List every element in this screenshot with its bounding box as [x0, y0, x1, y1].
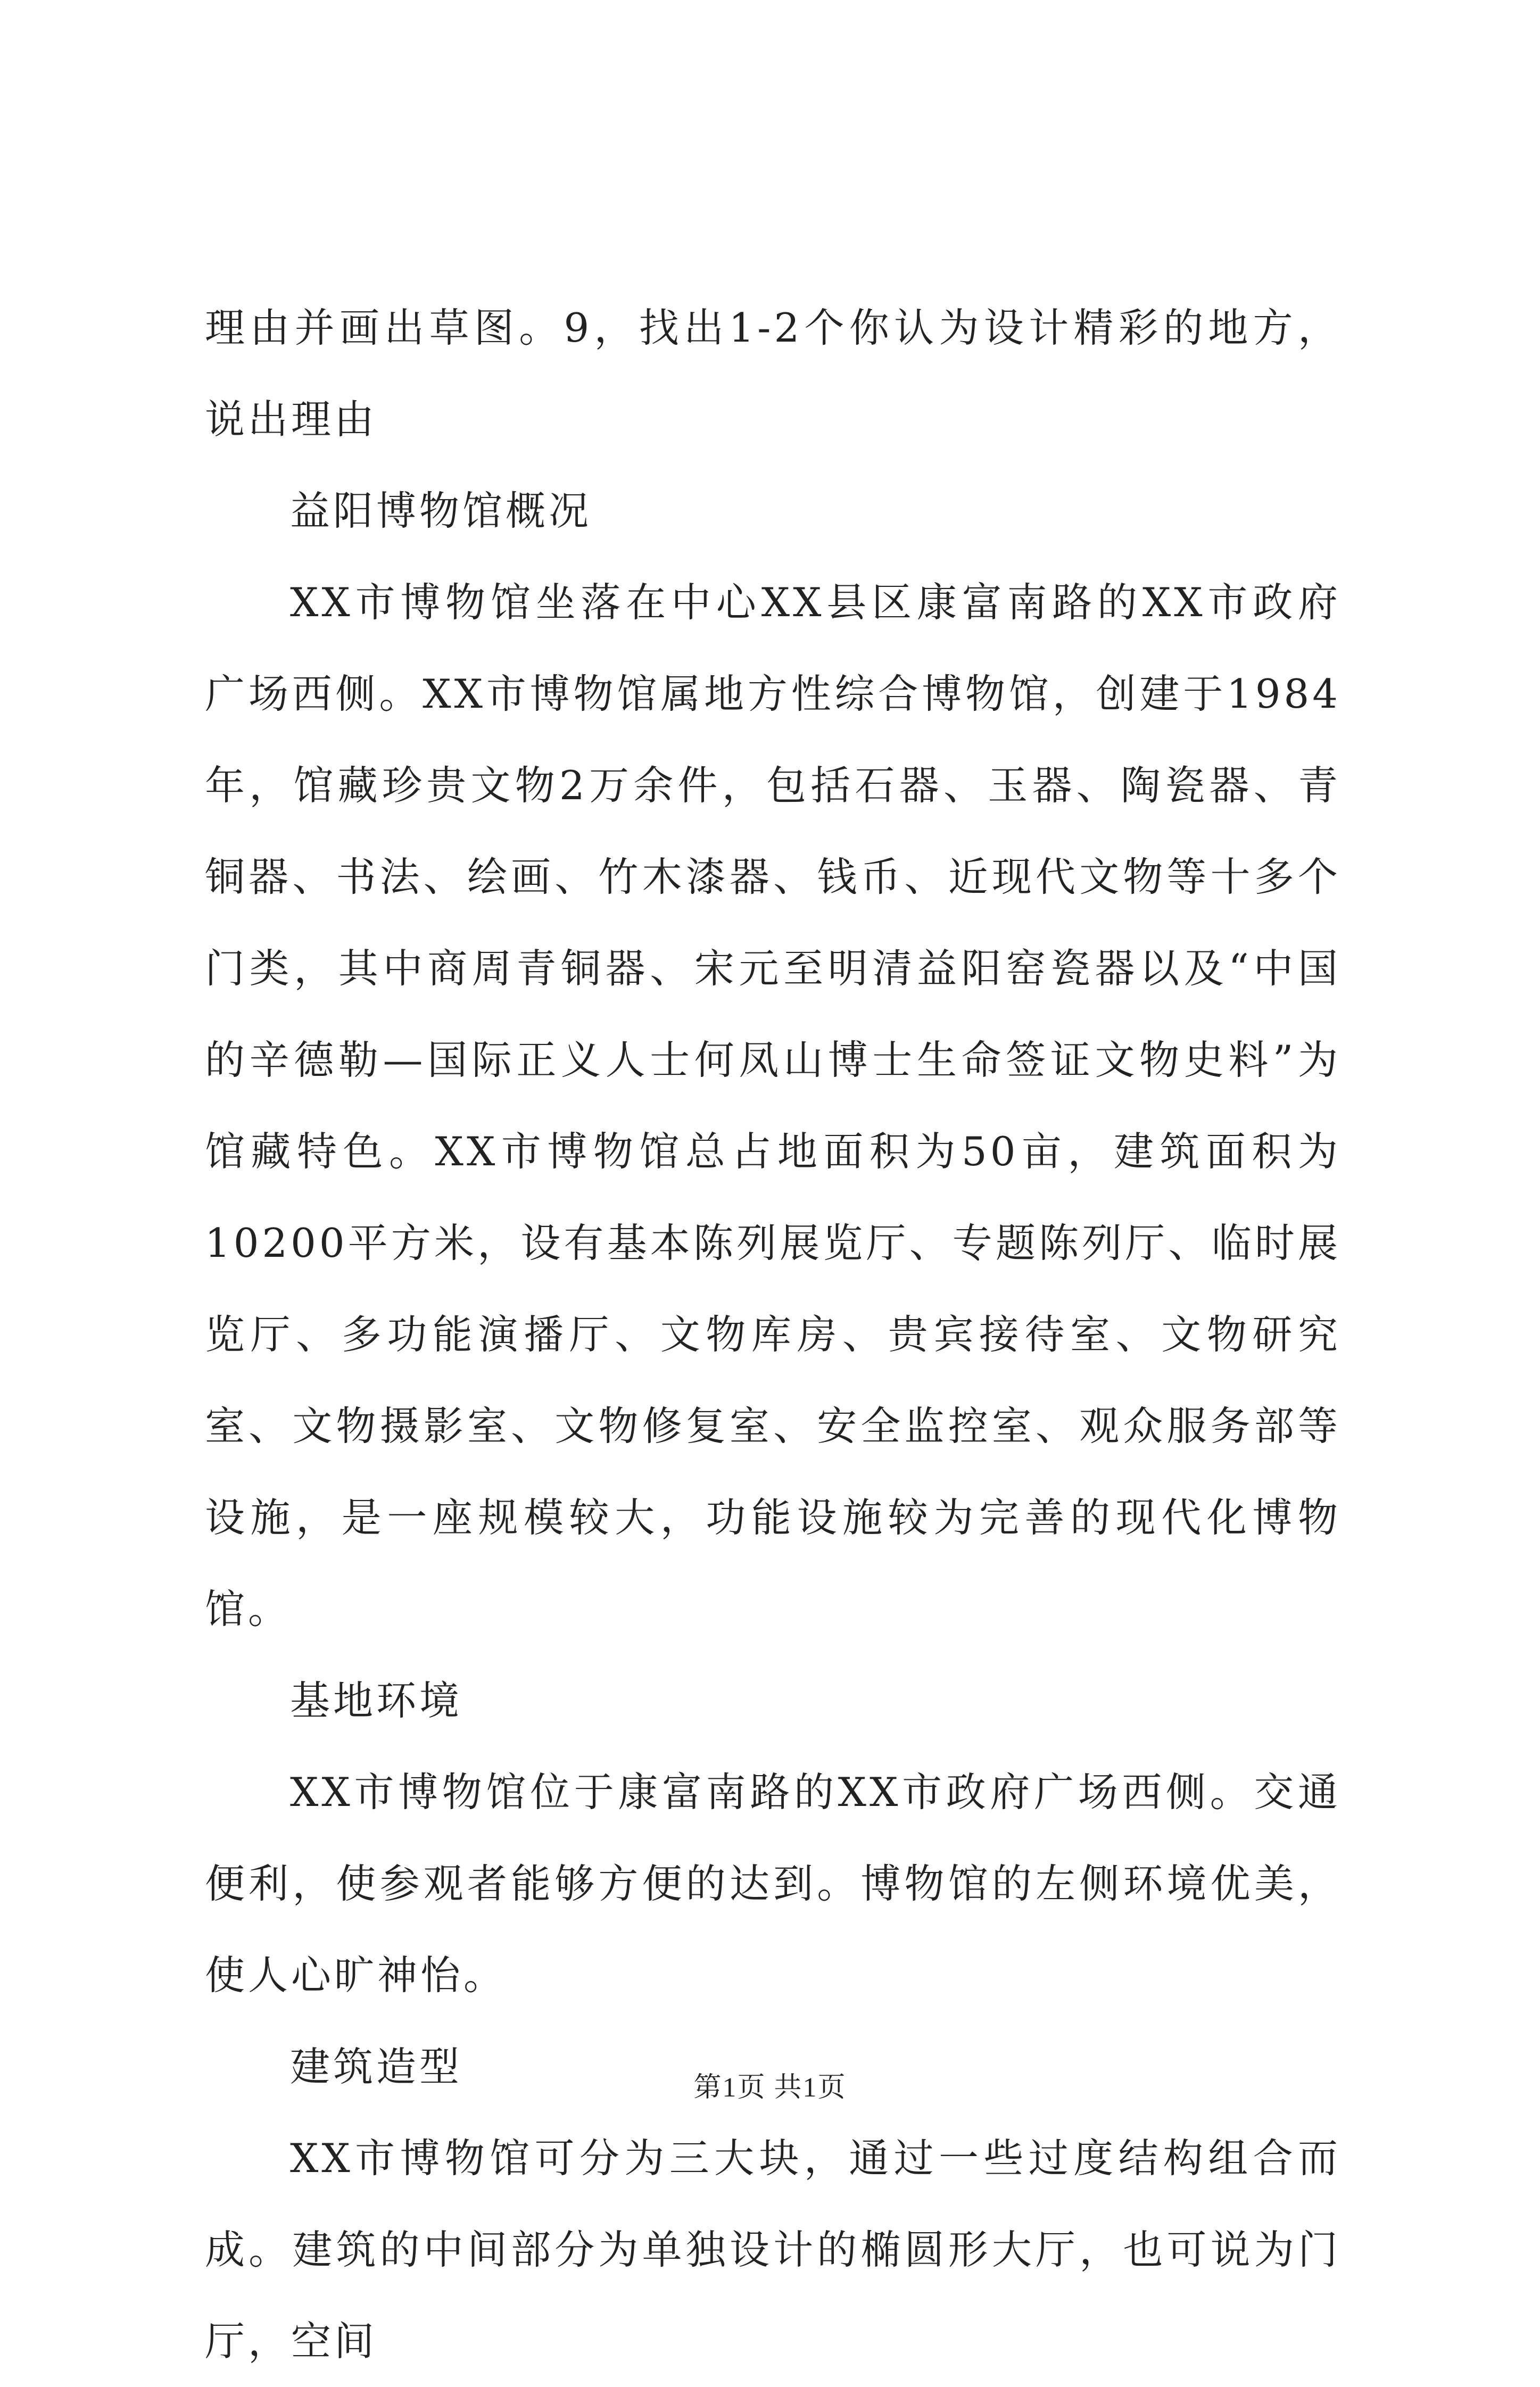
- page-footer: 第1页 共1页: [693, 2073, 847, 2103]
- paragraph-site-environment: XX市博物馆位于康富南路的XX市政府广场西侧。交通便利，使参观者能够方便的达到。博物馆的左侧环境优美，使人心旷神怡。: [205, 1769, 1341, 1999]
- paragraph-museum-overview: XX市博物馆坐落在中心XX县区康富南路的XX市政府广场西侧。XX市博物馆属地方性综合博物馆，创建于1984年，馆藏珍贵文物2万余件，包括石器、玉器、陶瓷器、青铜器、书法、绘画、竹木漆器、钱币、近现代文物等十多个门类，其中商周青铜器、宋元至明清益阳窑瓷器以及“中国的辛德勒—国际正义人士何凤山博士生命签证文物史料”为馆藏特色。XX市博物馆总占地面积为50亩，建筑面积为10200平方米，设有基本陈列展览厅、专题陈列厅、临时展览厅、多功能演播厅、文物库房、贵宾接待室、文物研究室、文物摄影室、文物修复室、安全监控室、观众服务部等设施，是一座规模较大，功能设施较为完善的现代化博物馆。: [205, 579, 1341, 1632]
- paragraph-architectural-form: XX市博物馆可分为三大块，通过一些过度结构组合而成。建筑的中间部分为单独设计的椭圆形大厅，也可说为门厅，空间: [205, 2135, 1341, 2365]
- section-heading-museum-overview: 益阳博物馆概况: [290, 487, 592, 534]
- section-heading-site-environment: 基地环境: [290, 1677, 463, 1724]
- paragraph-continued: 理由并画出草图。9，找出1-2个你认为设计精彩的地方，说出理由: [205, 304, 1341, 443]
- section-heading-architectural-form: 建筑造型: [290, 2043, 463, 2090]
